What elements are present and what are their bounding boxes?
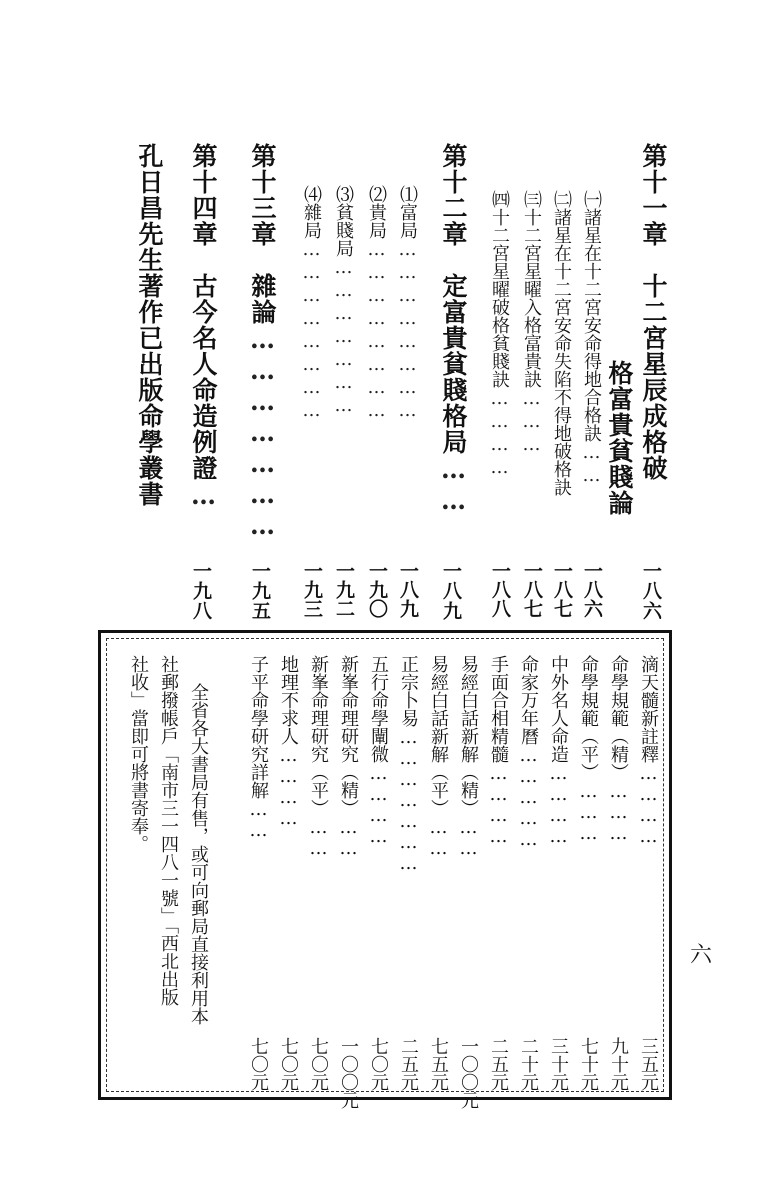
book-item: 命學規範（精）……… 九十元 xyxy=(608,655,629,1091)
ordering-note-line: 社收」當即可將書寄奉。 xyxy=(128,655,149,853)
toc-item-page: 一八八 xyxy=(489,561,511,618)
toc-chapter-11-line1: 第十一章 十二宮星辰成格破 一八六 xyxy=(639,143,668,621)
book-item: 命學規範（平）……… 七十元 xyxy=(578,655,599,1091)
leader-dots: ……… xyxy=(521,388,542,457)
book-item: 子平命學研究詳解…… 七〇元 xyxy=(248,655,269,1091)
book-item: 中外名人命造………… 三十元 xyxy=(548,655,569,1091)
leader-dots: …… xyxy=(439,455,468,517)
book-item: 易經白話新解（平）…… 七五元 xyxy=(428,655,449,1091)
leader-dots: … xyxy=(189,481,218,512)
book-price: 七十元 xyxy=(578,1037,599,1091)
book-price: 一〇〇元 xyxy=(458,1037,479,1109)
book-item: 新峯命理研究（精）…… 一〇〇元 xyxy=(338,655,359,1109)
leader-dots: ………………… xyxy=(333,257,354,418)
toc-item-page: 一九二 xyxy=(333,561,355,618)
toc-item: ㈠諸星在十二宮安命得地合格訣…… 一八六 xyxy=(581,190,603,618)
toc-item: ㈡諸星在十二宮安命失陷不得地破格訣 一八七 xyxy=(551,190,573,618)
toc-chapter-11-page: 一八六 xyxy=(640,561,662,621)
leader-dots: …………………… xyxy=(366,239,387,423)
book-price: 一〇〇元 xyxy=(338,1037,359,1109)
book-price: 七〇元 xyxy=(278,1037,299,1091)
book-price: 七〇元 xyxy=(248,1037,269,1091)
book-price: 二五元 xyxy=(488,1037,509,1091)
toc-item: ㈣十二宮星曜破格貧賤訣………… 一八八 xyxy=(489,190,511,618)
toc-chapter-14: 第十四章 古今名人命造例證… 一九八 xyxy=(189,143,218,621)
book-item: 地理不求人………… 七〇元 xyxy=(278,655,299,1091)
ordering-note-line: 全省各大書局有售，或可向郵局直接利用本 xyxy=(188,683,209,1025)
book-item: 滴天髓新註釋………… 三五元 xyxy=(638,655,659,1091)
toc-item-page: 一九三 xyxy=(301,561,323,618)
book-item: 五行命學闡微………… 七〇元 xyxy=(368,655,389,1091)
toc-chapter-12: 第十二章 定富貴貧賤格局…… 一八九 xyxy=(439,143,468,621)
book-price: 二五元 xyxy=(398,1037,419,1091)
book-item: 手面合相精髓………… 二五元 xyxy=(488,655,509,1091)
book-price: 七〇元 xyxy=(308,1037,329,1091)
toc-chapter-12-page: 一八九 xyxy=(440,561,462,621)
toc-chapter-11-line2: 格富貴貧賤論 xyxy=(605,360,634,516)
toc-item-page: 一八七 xyxy=(551,561,573,618)
book-item: 正宗卜易………………… 二五元 xyxy=(398,655,419,1091)
toc-item: ⑴富局…………………… 一八九 xyxy=(397,185,419,618)
toc-item-page: 一八九 xyxy=(397,561,419,618)
book-item: 易經白話新解（精）…… 一〇〇元 xyxy=(458,655,479,1109)
book-list-box xyxy=(98,630,672,1109)
books-heading: 孔日昌先生著作已出版命學叢書 xyxy=(135,143,164,507)
leader-dots: …… xyxy=(581,442,602,488)
toc-chapter-13: 第十三章 雜論………………… 一九五 xyxy=(248,143,277,621)
toc-chapter-13-page: 一九五 xyxy=(249,561,271,621)
ordering-note-line: 社郵撥帳戶「南市三一四八一號」「西北出版 xyxy=(158,655,179,1006)
toc-item: ⑵貴局…………………… 一九〇 xyxy=(366,185,388,618)
toc-item: ⑶貧賤局………………… 一九二 xyxy=(333,185,355,618)
book-item: 命家万年曆…………… 二十元 xyxy=(518,655,539,1091)
toc-item-page: 一八六 xyxy=(581,561,603,618)
toc-item-page: 一八七 xyxy=(521,561,543,618)
book-price: 三五元 xyxy=(638,1037,659,1091)
toc-item: ⑷雜局…………………… 一九三 xyxy=(301,185,323,618)
toc-item: ㈢十二宮星曜入格富貴訣……… 一八七 xyxy=(521,190,543,618)
book-price: 七〇元 xyxy=(368,1037,389,1091)
leader-dots: …………………… xyxy=(397,239,418,423)
toc-item-page: 一九〇 xyxy=(366,561,388,618)
book-price: 七五元 xyxy=(428,1037,449,1091)
book-item: 新峯命理研究（平）…… 七〇元 xyxy=(308,655,329,1091)
leader-dots: …………………… xyxy=(301,239,322,423)
book-price: 二十元 xyxy=(518,1037,539,1091)
page-number: 六 xyxy=(690,943,713,968)
toc-chapter-14-page: 一九八 xyxy=(190,561,212,621)
book-price: 三十元 xyxy=(548,1037,569,1091)
leader-dots: ………………… xyxy=(248,325,277,542)
book-price: 九十元 xyxy=(608,1037,629,1091)
leader-dots: ………… xyxy=(489,388,510,480)
